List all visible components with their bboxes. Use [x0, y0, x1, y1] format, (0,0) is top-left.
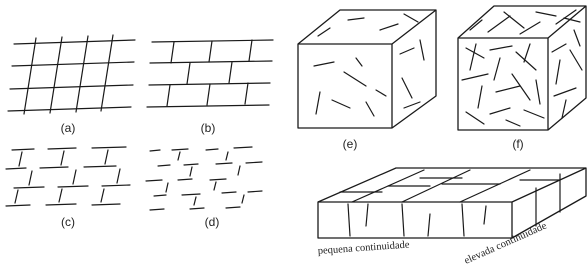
panel-e-label: (e)	[342, 137, 358, 151]
panel-b-drawing	[147, 40, 273, 107]
panel-e-fractures	[314, 14, 424, 116]
panel-f-label: (f)	[512, 137, 524, 151]
panel-c-drawing	[6, 147, 130, 206]
panel-a-drawing	[8, 35, 135, 114]
panel-e-cube	[298, 10, 436, 128]
continuity-block-front-joints	[348, 204, 486, 236]
panel-b-label: (b)	[200, 121, 216, 135]
small-continuity-caption: pequena continuidade	[317, 239, 410, 257]
panel-d-label: (d)	[204, 215, 220, 229]
panel-f-fractures	[462, 10, 582, 126]
panel-d-drawing	[146, 147, 262, 210]
continuity-block-top-joints	[340, 170, 560, 202]
high-continuity-caption: elevada continuidade	[462, 220, 549, 267]
panel-a-label: (a)	[60, 121, 76, 135]
panel-c-label: (c)	[61, 215, 75, 229]
